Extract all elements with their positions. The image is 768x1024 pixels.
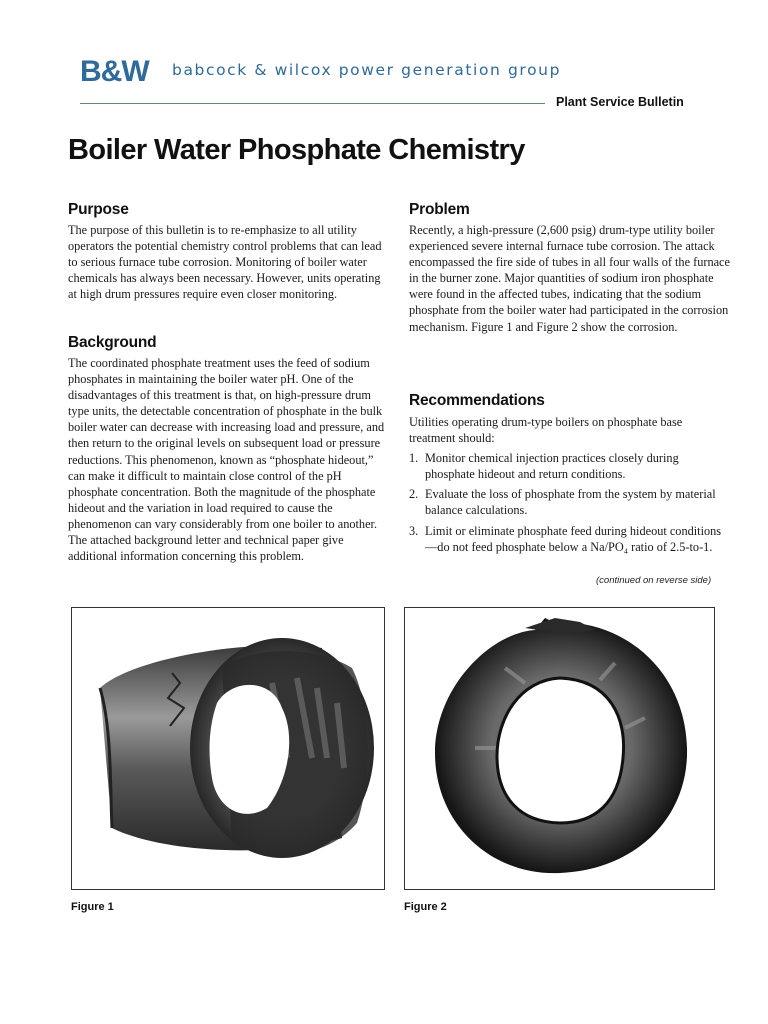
figure-1-caption: Figure 1 bbox=[71, 901, 114, 913]
svg-text:B&W: B&W bbox=[80, 55, 149, 85]
item-number: 3. bbox=[409, 523, 419, 538]
list-item bbox=[409, 450, 731, 482]
recommendations-heading: Recommendations bbox=[409, 392, 545, 409]
item-number: 2. bbox=[409, 487, 419, 502]
item-text: Evaluate the loss of phosphate from the system by material balance calculations. bbox=[425, 487, 716, 518]
list-item bbox=[409, 486, 731, 518]
continued-note: (continued on reverse side) bbox=[596, 575, 712, 586]
problem-heading: Problem bbox=[409, 201, 470, 218]
background-heading: Background bbox=[68, 334, 157, 351]
recommendations-intro: Utilities operating drum-type boilers on phosphate base treatment should: bbox=[409, 415, 683, 446]
item-number: 1. bbox=[409, 451, 419, 466]
item-text: Monitor chemical injection practices closely during phosphate hideout and return conditions. bbox=[425, 451, 679, 482]
page-title: Boiler Water Phosphate Chemistry bbox=[68, 134, 525, 166]
header-rule bbox=[80, 103, 545, 104]
list-item bbox=[409, 523, 731, 555]
item-text: Limit or eliminate phosphate feed during hideout conditions—do not feed phosphate below a Na/PO₄ ratio of 2.5-to-1. bbox=[425, 523, 722, 554]
figure-2-caption: Figure 2 bbox=[404, 901, 447, 913]
purpose-section bbox=[68, 201, 390, 302]
company-name: babcock & wilcox power generation group bbox=[172, 61, 562, 79]
problem-section bbox=[409, 201, 731, 335]
background-body: The coordinated phosphate treatment uses the feed of sodium phosphates in maintaining the boiler water pH. One of the disadvantages of this treatment is that, on high-pressure drum type units, the detectable concentration of phosphate in the bulk boiler water can decrease with increasing load and pressure, and then return to the original levels on subsequent load or pressure reductions. This phenomenon, known as “phosphate hideout,” can make it difficult to maintain close control of the pH phosphate concentration. Both the magnitude of the phosphate hideout and the variation in load required to cause the phenomenon can vary considerably from one boiler to another. The attached background letter and technical paper give additional information concerning this problem. bbox=[68, 356, 385, 564]
corroded-tube-cross-section bbox=[405, 608, 714, 889]
recommendations-list bbox=[409, 450, 731, 555]
bulletin-label: Plant Service Bulletin bbox=[556, 95, 684, 109]
background-section bbox=[68, 334, 390, 564]
bw-logo bbox=[80, 55, 158, 85]
recommendations-section bbox=[409, 392, 731, 559]
purpose-body: The purpose of this bulletin is to re-emphasize to all utility operators the potential chemistry control problems that can lead to serious furnace tube corrosion. Monitoring of boiler water chemicals has always been necessary. However, units operating at high drum pressures require even closer monitoring. bbox=[68, 223, 382, 302]
problem-body: Recently, a high-pressure (2,600 psig) drum-type utility boiler experienced severe internal furnace tube corrosion. The attack encompassed the fire side of tubes in all four walls of the furnace in the burner zone. Major quantities of sodium iron phosphate were found in the affected tubes, indicating that the sodium phosphate from the boiler water had participated in the corrosion mechanism. Figure 1 and Figure 2 show the corrosion. bbox=[409, 223, 730, 334]
corroded-tube-side-view bbox=[72, 608, 384, 889]
figure-2-image bbox=[404, 607, 715, 890]
figure-1-image bbox=[71, 607, 385, 890]
purpose-heading: Purpose bbox=[68, 201, 129, 218]
